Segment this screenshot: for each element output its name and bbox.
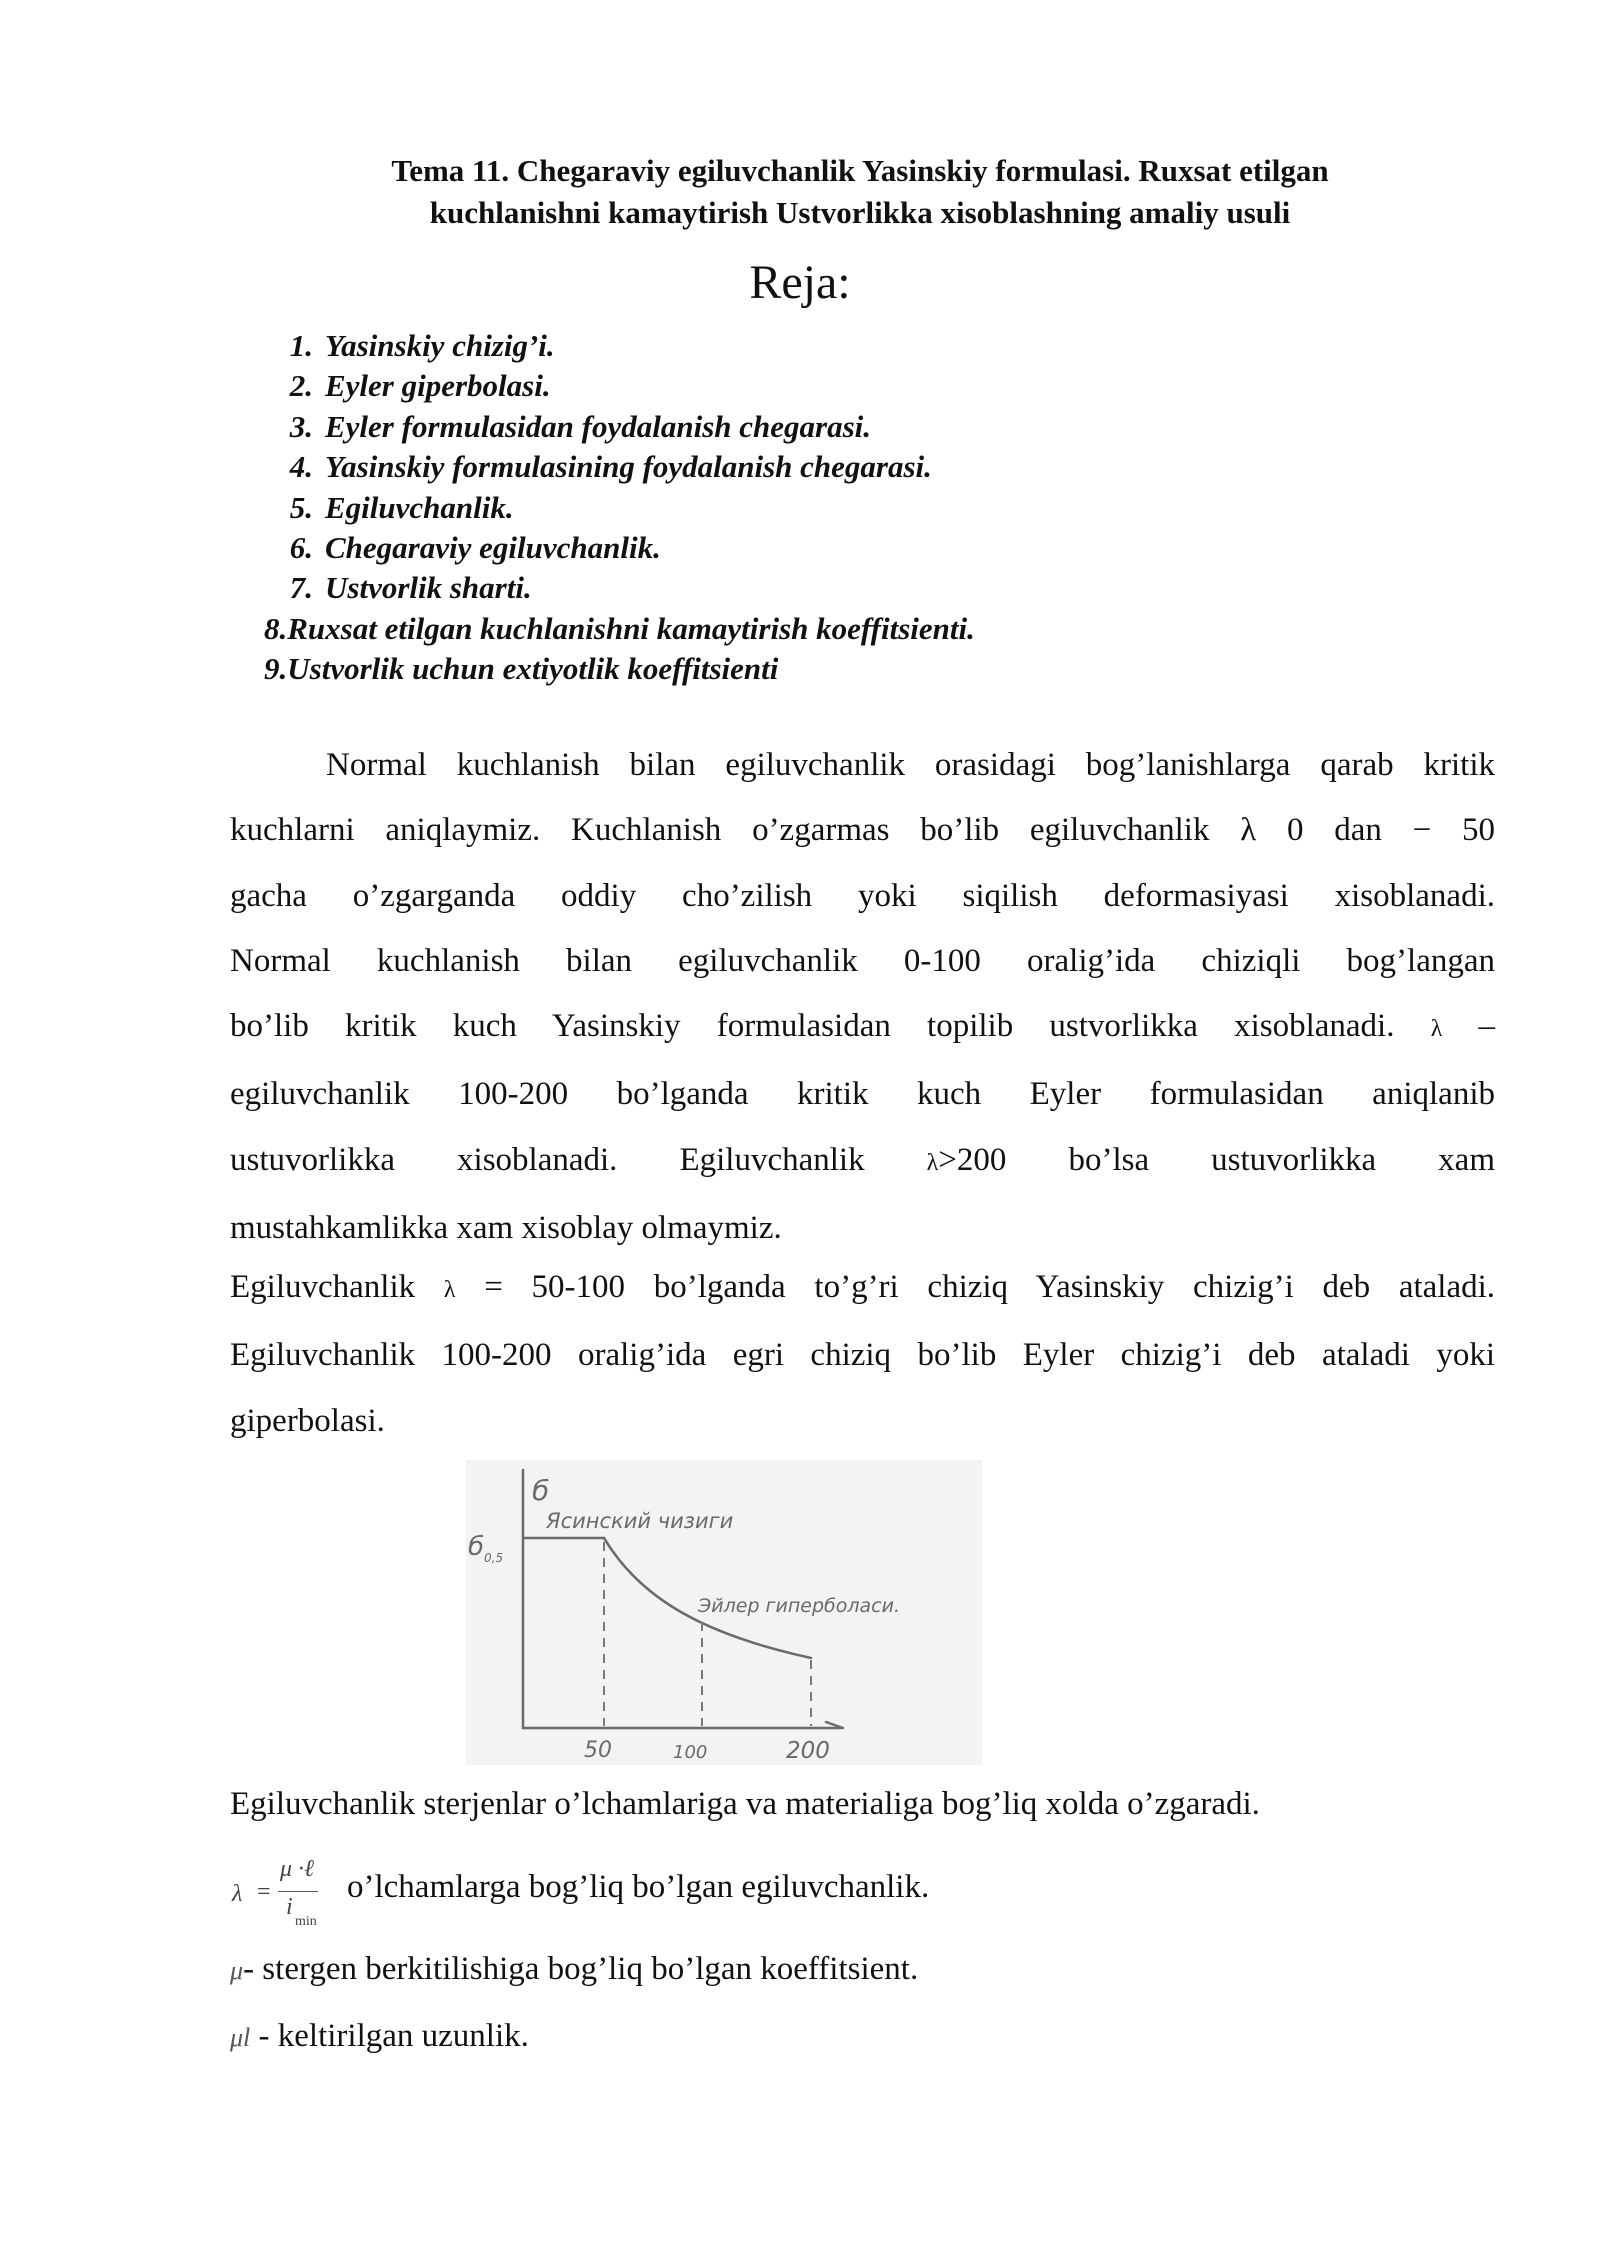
- plan-item: [264, 609, 975, 649]
- plan-item-text: Chegaraviy egiluvchanlik.: [325, 530, 661, 566]
- fraction-bar: [278, 1891, 318, 1892]
- definition-mul: [230, 2018, 529, 2055]
- formula-equals: =: [257, 1879, 271, 1905]
- plan-item: [262, 326, 975, 366]
- lambda-symbol: λ: [443, 1277, 456, 1303]
- y-tick-sub: 0,5: [484, 1551, 504, 1565]
- mul-symbol: μl: [230, 2023, 251, 2052]
- paragraph-line: gacha o’zgarganda oddiy cho’zilish yoki siqilish deformasiyasi xisoblanadi.: [230, 877, 1495, 914]
- plan-item: [262, 447, 975, 487]
- paragraph-1: [230, 733, 1495, 1261]
- paragraph-text: –: [1478, 1008, 1496, 1045]
- page-title: [230, 150, 1490, 234]
- formula-numerator: μ ·ℓ: [280, 1856, 315, 1882]
- plan-item: [262, 488, 975, 528]
- plan-item-text: Eyler giperbolasi.: [325, 368, 551, 404]
- plan-item-number: 2.: [289, 368, 313, 404]
- plan-item-text: Eyler formulasidan foydalanish chegarasi.: [325, 408, 871, 444]
- formula-denominator: i: [286, 1894, 293, 1920]
- paragraph-line: [230, 1128, 1495, 1196]
- formula-subscript: min: [295, 1914, 317, 1929]
- mu-symbol: μ: [230, 1956, 244, 1985]
- paragraph-text: >200 bo’lsa ustuvorlikka xam: [938, 1141, 1495, 1178]
- x-tick-label: 50: [584, 1738, 612, 1763]
- lambda-symbol: λ: [1430, 1016, 1443, 1043]
- paragraph-line: egiluvchanlik 100-200 bo’lganda kritik kuch Eyler formulasidan aniqlanib: [230, 1076, 1495, 1113]
- paragraph-line: giperbolasi.: [230, 1402, 385, 1439]
- plan-item-text: Yasinskiy formulasining foydalanish chegarasi.: [325, 449, 932, 485]
- x-tick-label: 100: [673, 1742, 708, 1763]
- plan-item: [262, 407, 975, 447]
- stability-diagram: [466, 1460, 982, 1765]
- y-tick-label: б: [468, 1532, 485, 1562]
- plan-item: [262, 366, 975, 406]
- plan-item-text: Ruxsat etilgan kuchlanishni kamaytirish koeffitsienti.: [287, 610, 975, 646]
- plan-item-number: 5.: [289, 489, 313, 525]
- paragraph-line: Normal kuchlanish bilan egiluvchanlik orasidagi bog’lanishlarga qarab kritik: [326, 747, 1495, 783]
- definition-text: - keltirilgan uzunlik.: [258, 2018, 529, 2054]
- paragraph-2: [230, 1255, 1495, 1454]
- paragraph-line: Egiluvchanlik 100-200 oralig’ida egri chiziq bo’lib Eyler chizig’i deb ataladi yoki: [230, 1337, 1495, 1374]
- plan-item-text: Egiluvchanlik.: [325, 489, 514, 525]
- paragraph-line: Normal kuchlanish bilan egiluvchanlik 0-100 oralig’ida chiziqli bog’langan: [230, 942, 1495, 979]
- plan-list: [262, 326, 975, 690]
- yasinsky-label: Ясинский чизиги: [546, 1509, 734, 1533]
- paragraph-3: Egiluvchanlik sterjenlar o’lchamlariga va materialiga bog’liq xolda o’zgaradi.: [230, 1786, 1260, 1822]
- plan-heading: Reja:: [749, 256, 851, 309]
- formula-lambda: λ: [232, 1881, 243, 1907]
- x-tick-label: 200: [786, 1738, 830, 1764]
- title-line-2: kuchlanishni kamaytirish Ustvorlikka xisoblashning amaliy usuli: [429, 195, 1291, 230]
- y-axis-label: б: [532, 1474, 550, 1507]
- formula-description: o’lchamlarga bog’liq bo’lgan egiluvchanlik.: [347, 1869, 930, 1905]
- lambda-symbol: λ: [926, 1149, 939, 1176]
- plan-item-number: 3.: [289, 408, 313, 444]
- plan-item: [262, 568, 975, 608]
- plan-item-text: Yasinskiy chizig’i.: [325, 328, 555, 363]
- plan-item-number: 6.: [289, 530, 313, 566]
- paragraph-line: mustahkamlikka xam xisoblay olmaymiz.: [230, 1210, 782, 1247]
- plan-item-number: 8.: [264, 610, 288, 646]
- euler-label: Эйлер гиперболаси.: [698, 1595, 901, 1617]
- plan-item-number: 1.: [289, 328, 313, 363]
- definition-mu: [230, 1951, 918, 1988]
- plan-item-number: 4.: [289, 449, 313, 485]
- paragraph-text: = 50-100 bo’lganda to’g’ri chiziq Yasinskiy chizig’i deb ataladi.: [484, 1269, 1496, 1305]
- paragraph-text: bo’lib kritik kuch Yasinskiy formulasidan topilib ustvorlikka xisoblanadi.: [230, 1008, 1395, 1045]
- plan-item: [262, 528, 975, 568]
- slenderness-formula: [232, 1854, 332, 1934]
- plan-item: [264, 649, 975, 689]
- paragraph-line: [230, 1255, 1495, 1323]
- paragraph-text: Egiluvchanlik: [230, 1269, 416, 1305]
- paragraph-line: kuchlarni aniqlaymiz. Kuchlanish o’zgarmas bo’lib egiluvchanlik λ 0 dan − 50: [230, 812, 1495, 849]
- definition-text: - stergen berkitilishiga bog’liq bo’lgan koeffitsient.: [243, 1951, 919, 1987]
- diagram-svg: [466, 1460, 982, 1765]
- plan-item-number: 7.: [289, 570, 313, 606]
- paragraph-text: ustuvorlikka xisoblanadi. Egiluvchanlik: [230, 1141, 865, 1178]
- paragraph-line: [230, 994, 1495, 1062]
- plan-item-text: Ustvorlik uchun extiyotlik koeffitsienti: [287, 651, 779, 687]
- plan-item-number: 9.: [264, 651, 288, 687]
- title-line-1: Tema 11. Chegaraviy egiluvchanlik Yasinskiy formulasi. Ruxsat etilgan: [391, 153, 1329, 188]
- plan-item-text: Ustvorlik sharti.: [325, 570, 532, 606]
